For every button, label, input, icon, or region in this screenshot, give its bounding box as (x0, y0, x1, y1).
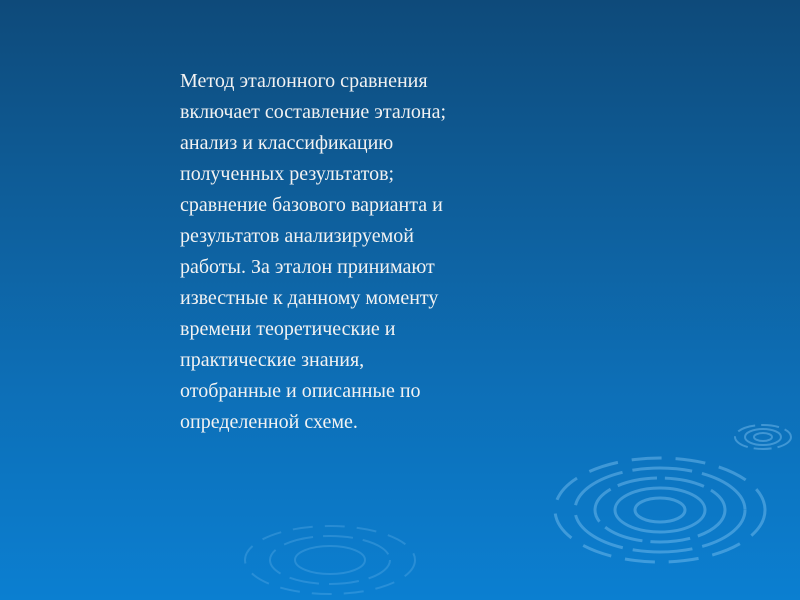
text-line: времени теоретические и (180, 318, 396, 340)
text-line: полученных результатов; (180, 163, 395, 185)
small-ripple (735, 425, 791, 449)
slide-body-text (180, 66, 570, 438)
text-line: результатов анализируемой (180, 225, 414, 247)
faint-ripple (245, 526, 415, 594)
text-line: включает составление эталона; (180, 101, 447, 123)
text-line: анализ и классификацию (180, 132, 394, 154)
text-line: определенной схеме. (180, 411, 358, 433)
text-line: работы. За эталон принимают (180, 256, 435, 278)
large-ripple (555, 458, 765, 562)
text-line: известные к данному моменту (180, 287, 439, 309)
text-line: сравнение базового варианта и (180, 194, 443, 216)
text-line: Метод эталонного сравнения (180, 70, 428, 92)
text-line: отобранные и описанные по (180, 380, 421, 402)
text-line: практические знания, (180, 349, 365, 371)
